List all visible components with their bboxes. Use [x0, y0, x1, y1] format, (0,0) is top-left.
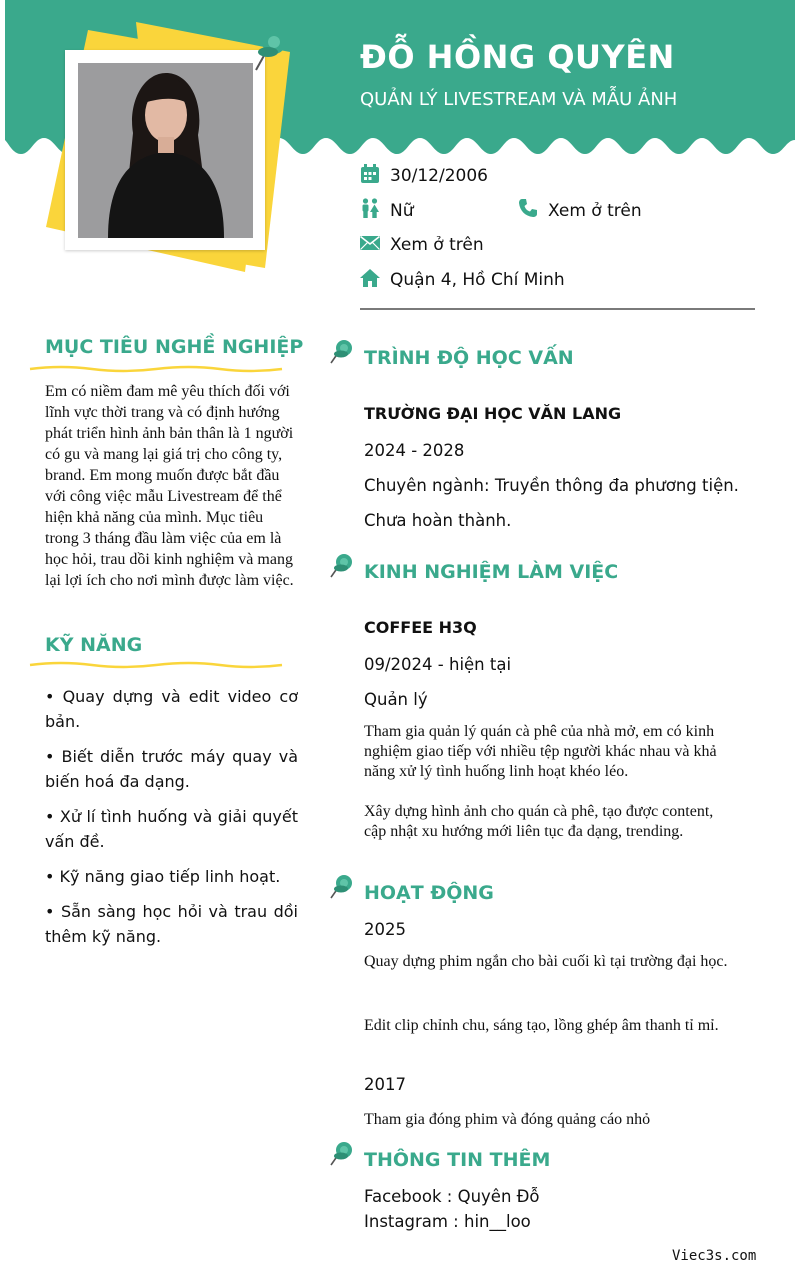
skills-heading: KỸ NĂNG	[45, 634, 143, 656]
activity-description: Edit clip chỉnh chu, sáng tạo, lồng ghép âm thanh tỉ mỉ.	[364, 1017, 719, 1034]
skills-list	[45, 684, 298, 959]
objective-underline	[28, 364, 284, 374]
education-status: Chưa hoàn thành.	[364, 511, 512, 530]
experience-period: 09/2024 - hiện tại	[364, 655, 512, 674]
pin-icon	[328, 337, 356, 365]
pin-icon	[328, 872, 356, 900]
skill-item: • Kỹ năng giao tiếp linh hoạt.	[45, 864, 298, 889]
more-info-heading: THÔNG TIN THÊM	[364, 1149, 551, 1171]
activity-description: Quay dựng phim ngắn cho bài cuối kì tại trường đại học.	[364, 953, 728, 970]
pin-icon	[328, 1139, 356, 1167]
candidate-name: ĐỖ HỒNG QUYÊN	[360, 38, 675, 76]
activity-description: Tham gia đóng phim và đóng quảng cáo nhỏ	[364, 1111, 651, 1128]
calendar-icon	[360, 164, 380, 184]
objective-text: Em có niềm đam mê yêu thích đối với lĩnh vực thời trang và có định hướng phát triển hình ảnh bản thân là 1 người có gu và mang lại giá trị cho công ty, brand. Em mong muốn được bắt đầu với công việc mẫu Livestream để thể hiện khả năng của mình. Mục tiêu trong 3 tháng đầu làm việc của em là học hỏi, trau dồi kinh nghiệm và mang lại lợi ích cho nơi mình được làm việc.	[45, 383, 294, 589]
activities-heading: HOẠT ĐỘNG	[364, 882, 494, 904]
pin-icon	[328, 551, 356, 579]
mail-icon	[360, 233, 380, 253]
activity-year: 2025	[364, 920, 406, 939]
activity-year: 2017	[364, 1075, 406, 1094]
home-icon	[360, 268, 380, 288]
pin-decoration-icon	[248, 24, 292, 72]
skills-underline	[28, 660, 284, 670]
phone: Xem ở trên	[548, 201, 642, 221]
experience-role: Quản lý	[364, 690, 428, 709]
job-title: QUẢN LÝ LIVESTREAM VÀ MẪU ẢNH	[360, 89, 678, 110]
skill-item: • Sẵn sàng học hỏi và trau dồi thêm kỹ năng.	[45, 899, 298, 949]
instagram-info: Instagram : hin__loo	[364, 1212, 531, 1231]
experience-description: Xây dựng hình ảnh cho quán cà phê, tạo được content, cập nhật xu hướng mới liên tục đa dạng, trending.	[364, 803, 714, 840]
education-heading: TRÌNH ĐỘ HỌC VẤN	[364, 347, 574, 369]
skill-item: • Xử lí tình huống và giải quyết vấn đề.	[45, 804, 298, 854]
education-period: 2024 - 2028	[364, 441, 465, 460]
contact-divider	[360, 308, 755, 310]
person-icon	[360, 198, 380, 218]
email: Xem ở trên	[390, 235, 484, 255]
experience-description: Tham gia quản lý quán cà phê của nhà mở, em có kinh nghiệm giao tiếp với nhiều tệp người khác nhau và khả năng xử lý tình huống linh hoạt khéo léo.	[364, 723, 717, 780]
education-major: Chuyên ngành: Truyền thông đa phương tiện.	[364, 476, 739, 495]
objective-heading: MỤC TIÊU NGHỀ NGHIỆP	[45, 336, 304, 358]
profile-photo	[78, 63, 253, 238]
gender: Nữ	[390, 201, 414, 221]
birthday: 30/12/2006	[390, 166, 488, 186]
experience-heading: KINH NGHIỆM LÀM VIỆC	[364, 561, 619, 583]
facebook-info: Facebook : Quyên Đỗ	[364, 1187, 540, 1206]
watermark: Viec3s.com	[672, 1248, 757, 1264]
address: Quận 4, Hồ Chí Minh	[390, 270, 565, 290]
skill-item: • Quay dựng và edit video cơ bản.	[45, 684, 298, 734]
company-name: COFFEE H3Q	[364, 618, 477, 637]
skill-item: • Biết diễn trước máy quay và biến hoá đa dạng.	[45, 744, 298, 794]
phone-icon	[518, 198, 538, 218]
school-name: TRƯỜNG ĐẠI HỌC VĂN LANG	[364, 404, 622, 423]
